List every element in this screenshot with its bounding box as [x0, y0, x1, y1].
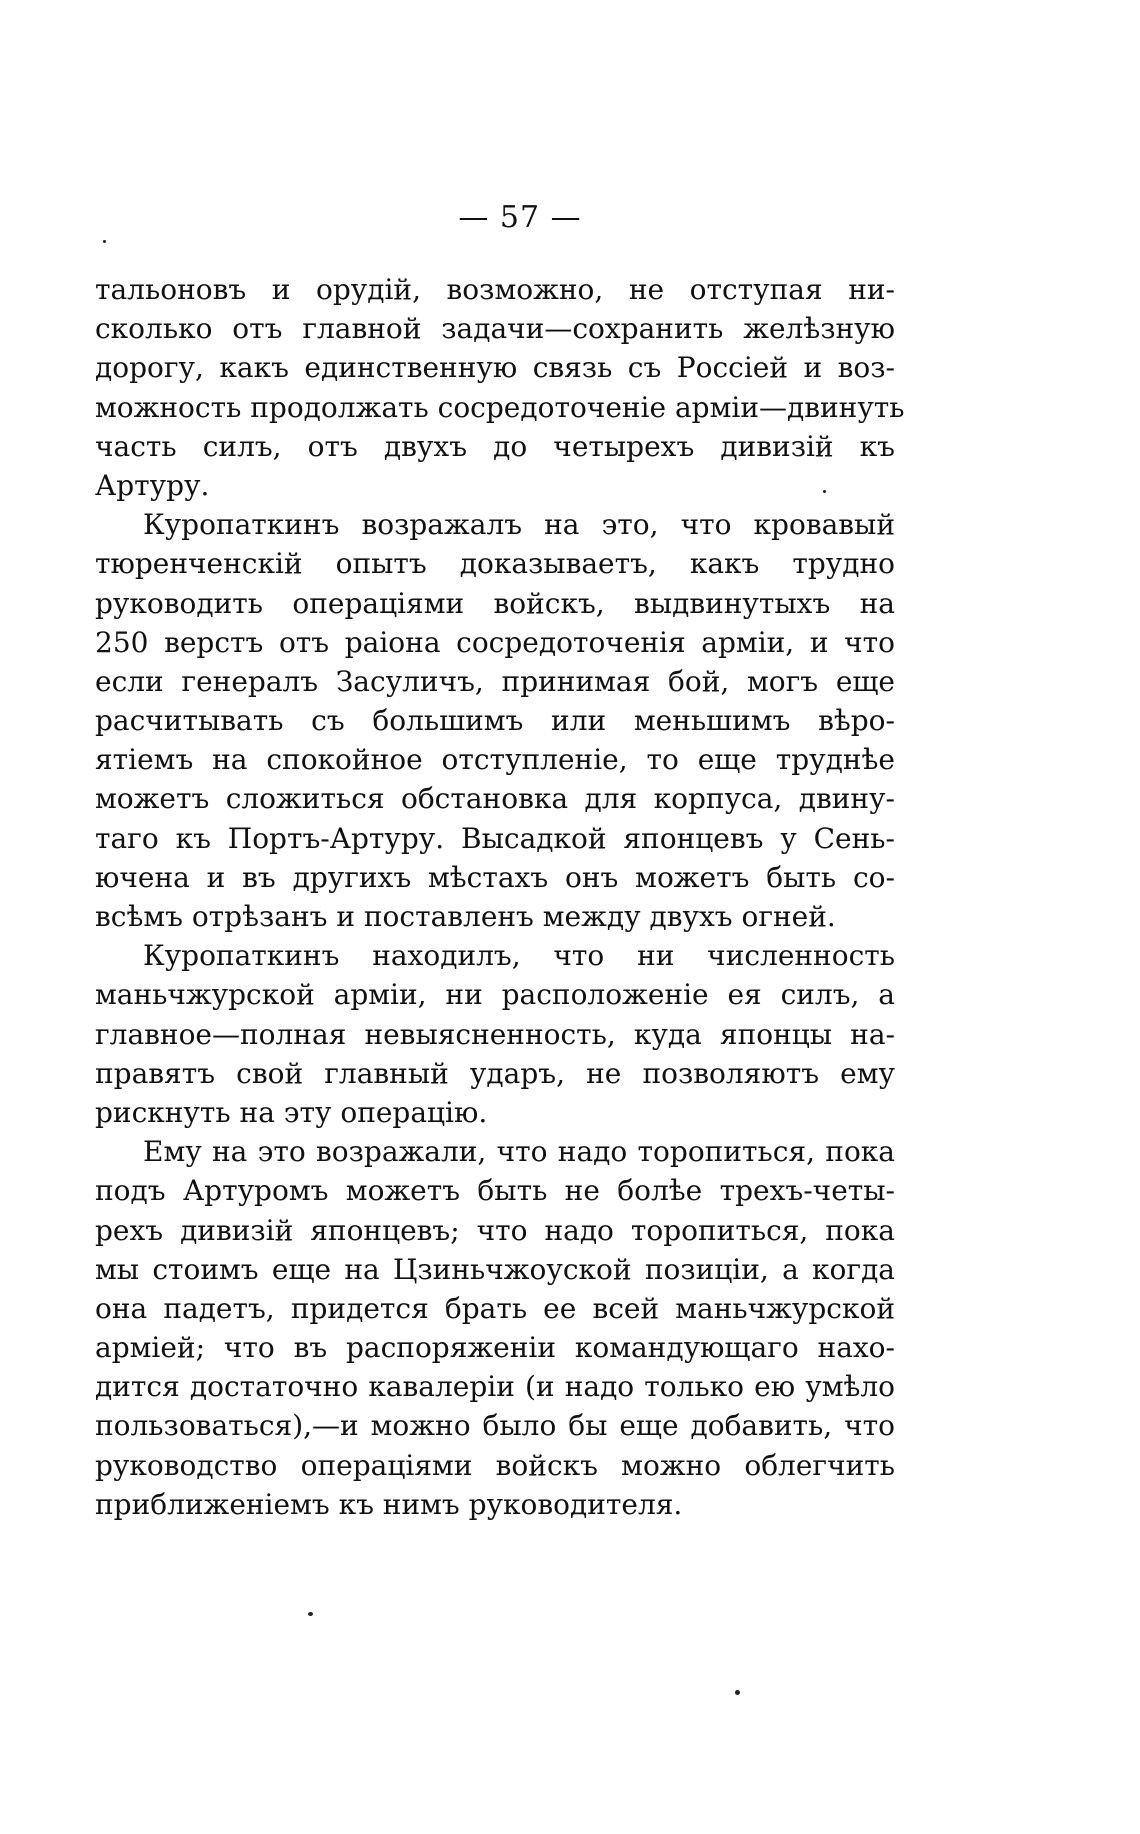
page-number: — 57 —	[458, 200, 582, 235]
text-line: Куропаткинъ находилъ, что ни численность	[143, 939, 895, 973]
paragraph-4	[95, 1132, 895, 1524]
scan-speck	[823, 490, 826, 493]
scan-speck	[735, 1690, 740, 1695]
text-line: дорогу, какъ единственную связь съ Россіей и воз-	[95, 351, 895, 385]
text-line: расчитывать съ большимъ или меньшимъ вѣро-	[95, 704, 895, 738]
paragraph-1	[95, 270, 905, 505]
text-line: руководство операціями войскъ можно облегчить	[95, 1448, 895, 1482]
text-line: рехъ дивизій японцевъ; что надо торопиться, пока	[95, 1213, 895, 1247]
text-line: приближеніемъ къ нимъ руководителя.	[95, 1487, 683, 1521]
text-line: ятіемъ на спокойное отступленіе, то еще труднѣе	[95, 743, 895, 777]
text-line: мы стоимъ еще на Цзиньчжоуской позиціи, а когда	[95, 1252, 895, 1286]
text-line: рискнуть на эту операцію.	[95, 1095, 488, 1129]
text-line: дится достаточно кавалеріи (и надо только ею умѣло	[95, 1370, 895, 1404]
text-line: если генералъ Засуличъ, принимая бой, могъ еще	[95, 664, 895, 698]
paragraph-3	[95, 936, 895, 1132]
text-line: она падетъ, придется брать ее всей маньчжурской	[95, 1291, 895, 1325]
text-line: арміей; что въ распоряженіи командующаго нахо-	[95, 1331, 895, 1365]
text-line: пользоваться),—и можно было бы еще добавить, что	[95, 1409, 895, 1443]
text-line: главное—полная невыясненность, куда японцы на-	[95, 1017, 895, 1051]
paragraph-2	[95, 505, 895, 936]
text-line: руководить операціями войскъ, выдвинутыхъ на	[95, 586, 895, 620]
text-line: Ему на это возражали, что надо торопиться, пока	[143, 1135, 895, 1169]
text-line: маньчжурской арміи, ни расположеніе ея силъ, а	[95, 978, 895, 1012]
text-line: таго къ Портъ-Артуру. Высадкой японцевъ у Сень-	[95, 821, 895, 855]
text-line: тюренченскій опытъ доказываетъ, какъ трудно	[95, 547, 895, 581]
text-line: 250 верстъ отъ раіона сосредоточенія арміи, и что	[95, 625, 895, 659]
text-line: подъ Артуромъ можетъ быть не болѣе трехъ-четы-	[95, 1174, 895, 1208]
text-line: можетъ сложиться обстановка для корпуса, двину-	[95, 782, 895, 816]
text-line: тальоновъ и орудій, возможно, не отступая ни-	[95, 273, 895, 306]
text-line: сколько отъ главной задачи—сохранить желѣзную	[95, 312, 895, 346]
text-line: Артуру.	[95, 468, 210, 502]
text-line: можность продолжать сосредоточеніе арміи—двинуть	[95, 390, 905, 424]
text-line: всѣмъ отрѣзанъ и поставленъ между двухъ огней.	[95, 900, 836, 933]
scan-speck	[308, 1612, 313, 1616]
text-line: ючена и въ другихъ мѣстахъ онъ можетъ быть со-	[95, 860, 895, 894]
text-line: часть силъ, отъ двухъ до четырехъ дивизій къ	[95, 429, 895, 463]
text-line: Куропаткинъ возражалъ на это, что кровавый	[143, 508, 895, 542]
text-line: правятъ свой главный ударъ, не позволяютъ ему	[95, 1056, 895, 1090]
scan-speck	[103, 240, 106, 243]
body-text	[95, 270, 905, 1524]
